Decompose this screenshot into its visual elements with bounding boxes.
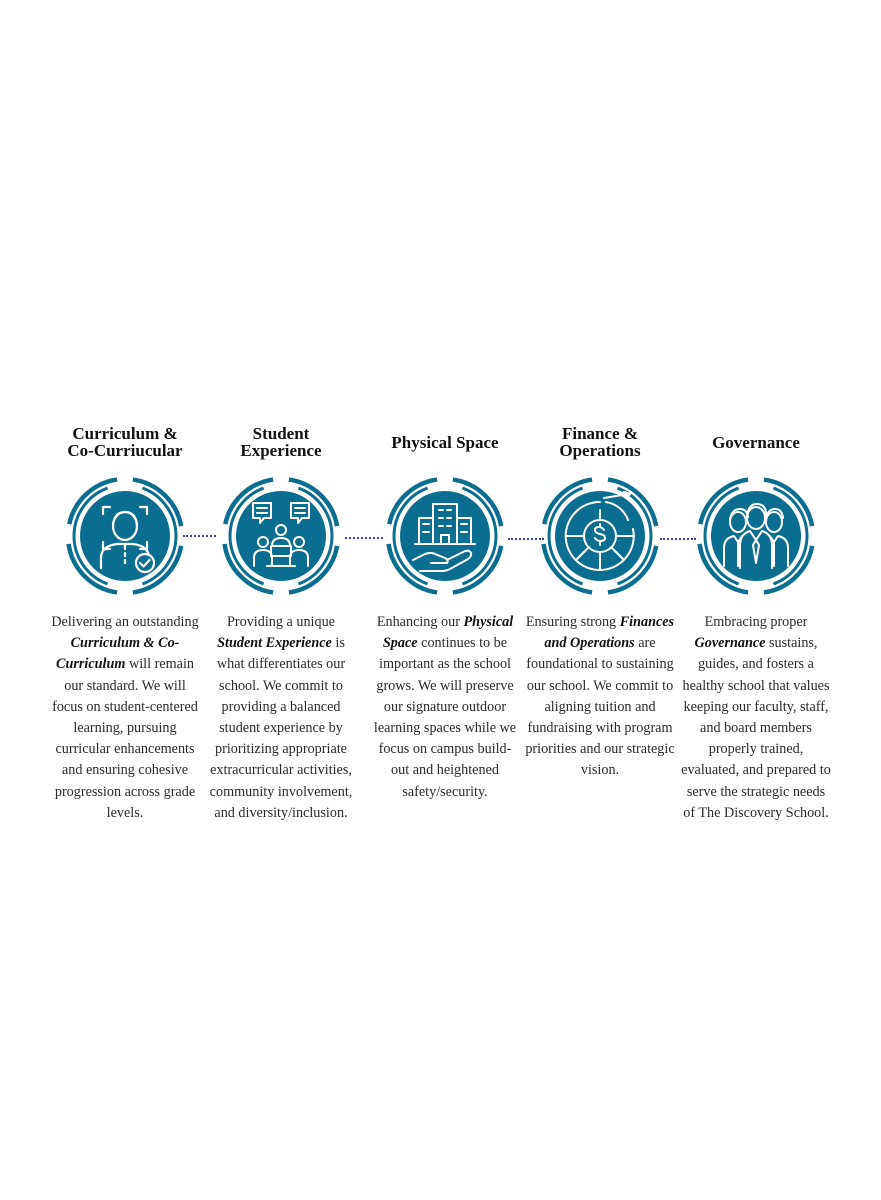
description-text: continues to be important as the school grows. We will preserve our signature outdoor learning spaces while we focus on campus build-out and heightened safety/security. — [373, 635, 517, 800]
pillar-title: Finance & Operations — [559, 424, 641, 460]
description-text: Delivering an outstanding — [51, 614, 199, 630]
pillar-curriculum — [50, 418, 200, 821]
description-text: sustains, guides, and fosters a healthy school that values keeping our faculty, staff, and board members properly trained, evaluated, and prepared to serve the strategic needs of The Discovery School. — [681, 635, 831, 821]
pillar-finance-operations — [525, 418, 675, 779]
pillar-description — [525, 612, 675, 782]
connector-line-4 — [660, 538, 696, 540]
description-emphasis: Finances and Operations — [544, 614, 675, 652]
description-text: is what differentiates our school. We commit to providing a balanced student experience by prioritizing appropriate extracurricular activities, community involvement, and diversity/inclusion. — [209, 635, 353, 821]
pillar-description — [370, 612, 520, 803]
pillar-emblem — [696, 476, 816, 596]
description-emphasis: Governance — [694, 635, 766, 652]
pillar-title: Student Experience — [240, 424, 322, 460]
pillar-description — [206, 612, 356, 824]
pillar-student-experience — [206, 418, 356, 821]
pillar-governance — [681, 418, 831, 821]
connector-line-2 — [345, 537, 383, 539]
pillar-description — [50, 612, 200, 824]
description-text: Ensuring strong — [525, 614, 620, 630]
pillar-physical-space — [370, 418, 520, 800]
emblem-disc — [80, 491, 170, 581]
pillar-title: Physical Space — [391, 432, 499, 452]
pillar-description — [681, 612, 831, 824]
pillar-emblem — [385, 476, 505, 596]
description-text: are foundational to sustaining our school. We commit to aligning tuition and fundraising with program priorities and our strategic vision. — [525, 635, 675, 779]
description-text: will remain our standard. We will focus on student-centered learning, pursuing curricular enhancements and ensuring cohesive progression across grade levels. — [52, 656, 198, 821]
description-text: Providing a unique — [227, 614, 335, 630]
connector-line-1 — [183, 535, 216, 537]
description-text: Embracing proper — [704, 614, 808, 630]
pillar-emblem — [540, 476, 660, 596]
description-emphasis: Physical Space — [382, 614, 514, 652]
pillar-title: Curriculum & Co-Curriucular — [67, 424, 183, 460]
description-text: Enhancing our — [376, 614, 464, 630]
pillar-title: Governance — [712, 432, 800, 452]
pillar-emblem — [65, 476, 185, 596]
connector-line-3 — [508, 538, 544, 540]
pillar-emblem — [221, 476, 341, 596]
description-emphasis: Student Experience — [217, 635, 332, 652]
description-emphasis: Curriculum & Co-Curriculum — [56, 635, 180, 673]
